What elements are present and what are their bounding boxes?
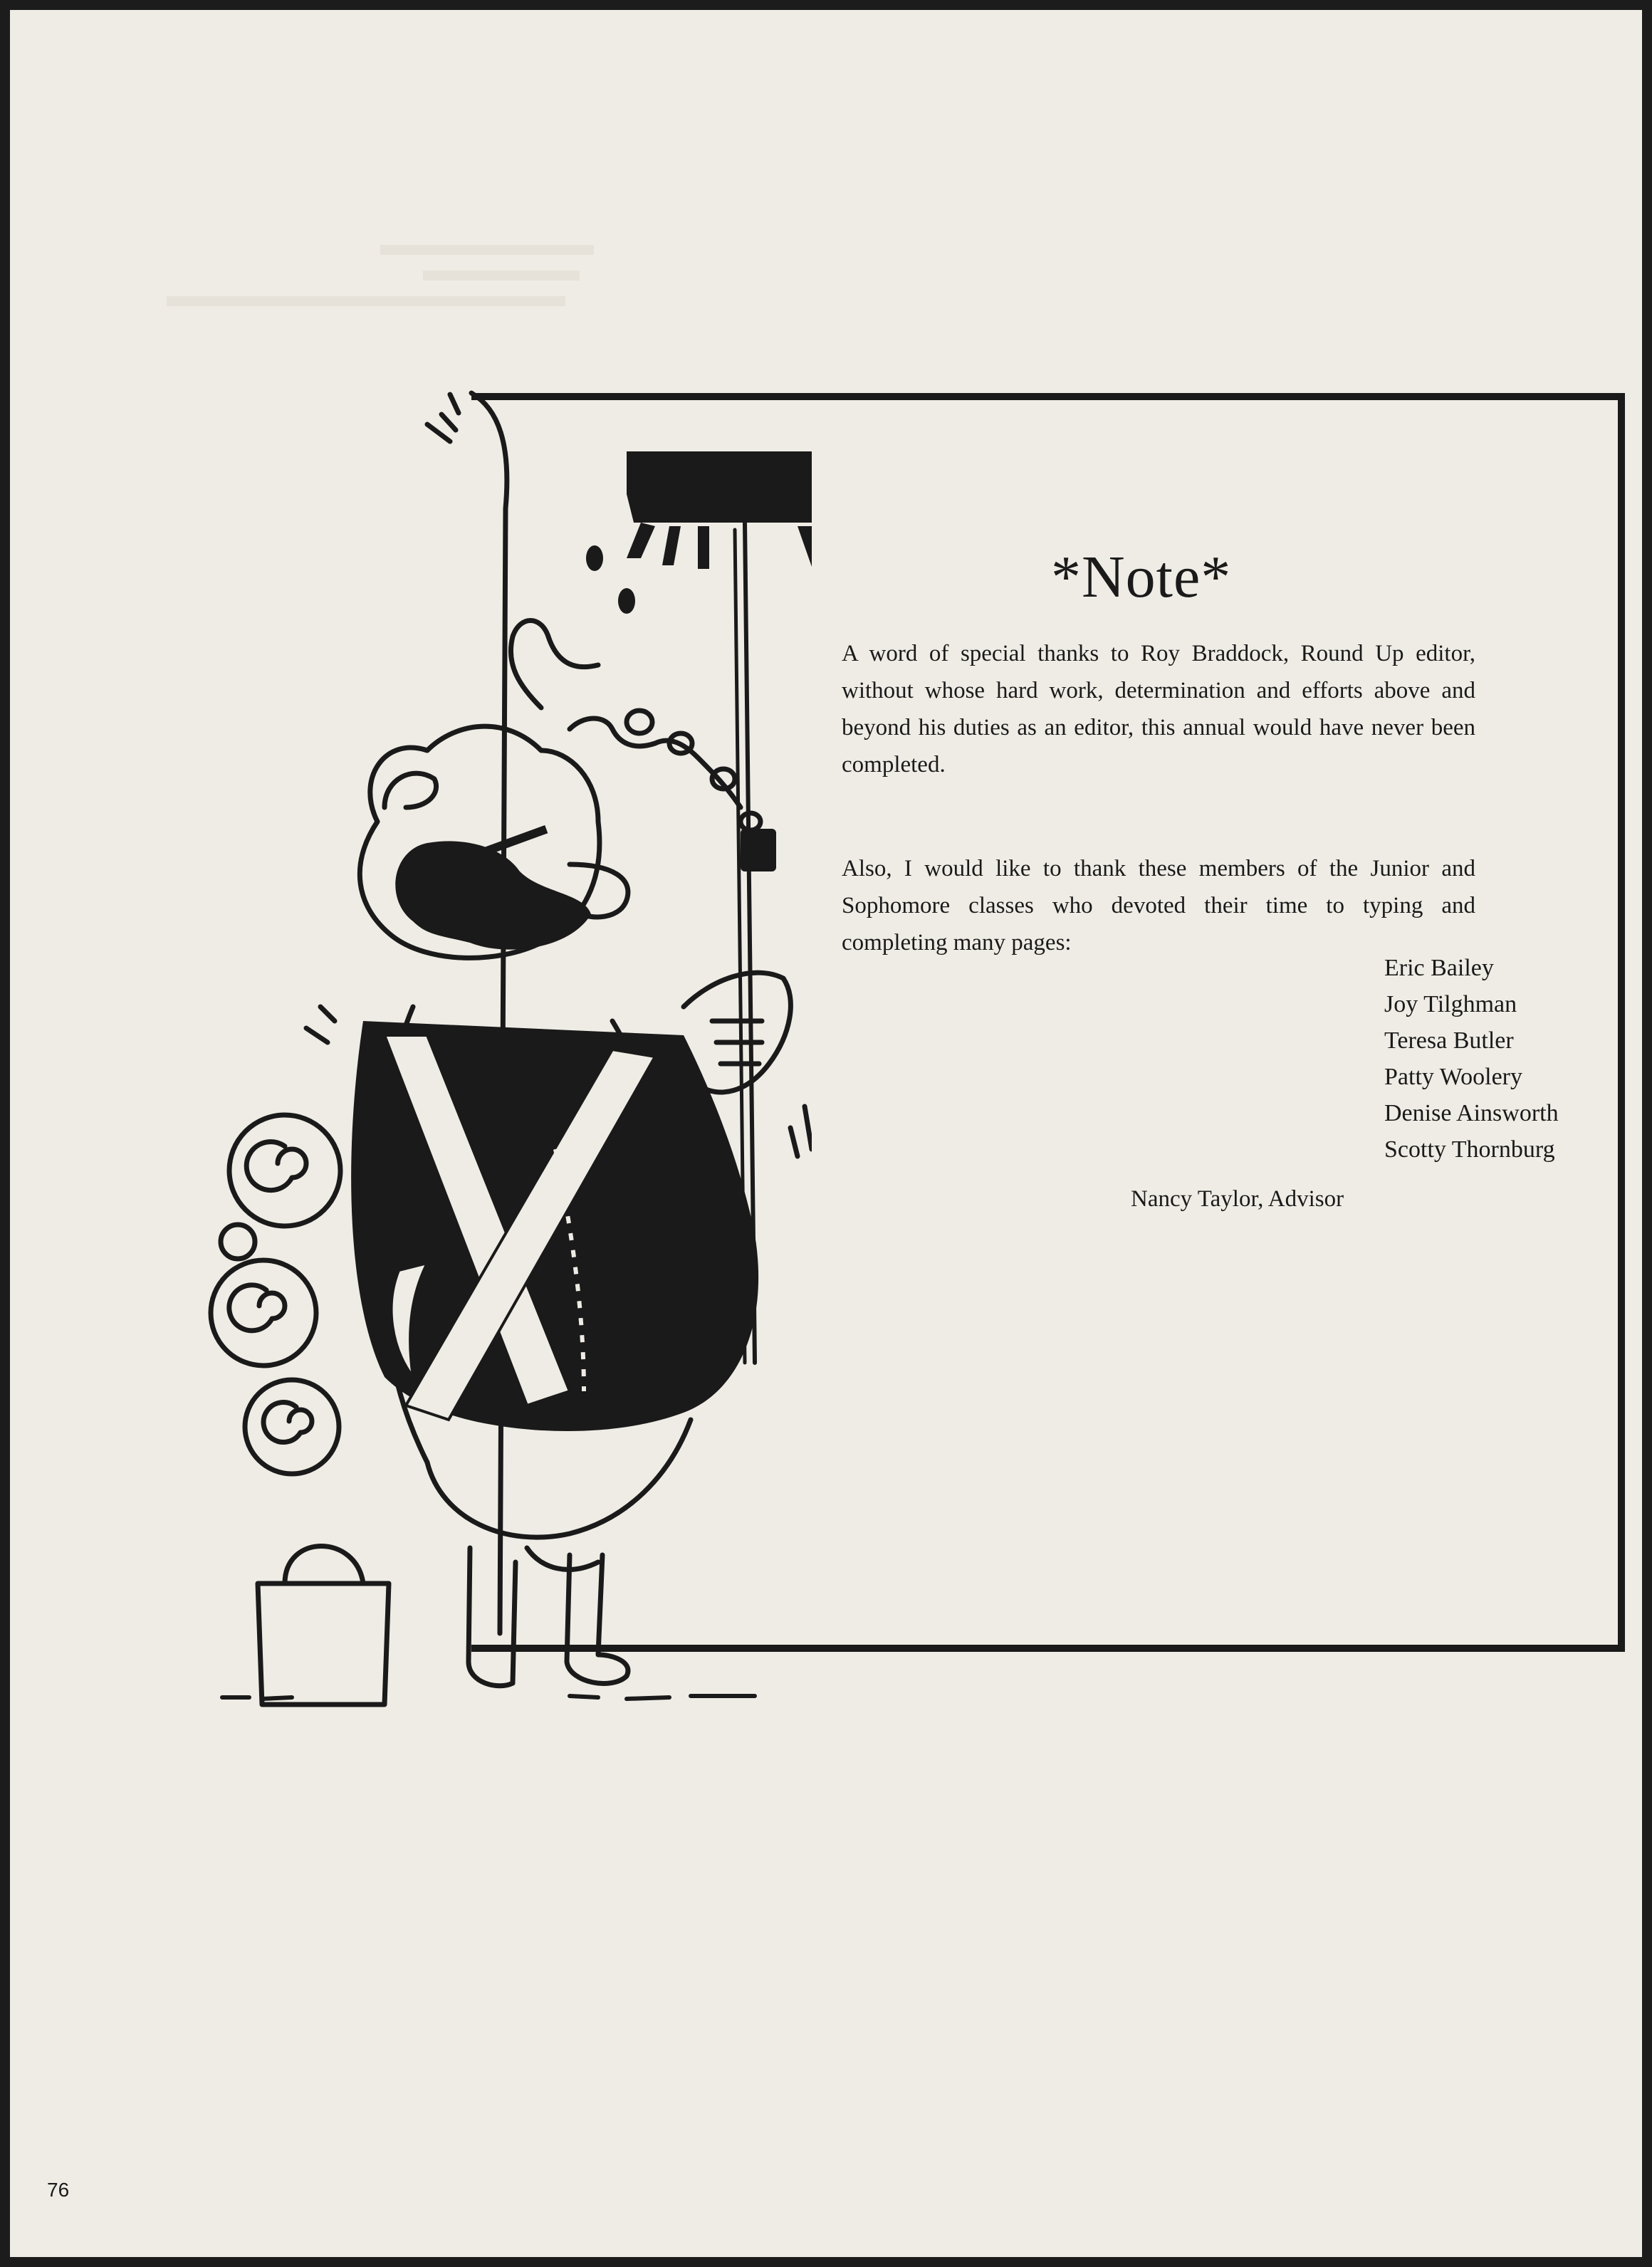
broom-head [627,451,812,494]
bucket [258,1583,389,1705]
hair-curl [511,621,598,708]
show-through-text [380,245,594,306]
name-item: Eric Bailey [1384,955,1494,981]
name-item: Joy Tilghman [1384,991,1517,1017]
ground-line [222,1696,755,1699]
name-item: Teresa Butler [1384,1027,1514,1054]
name-item: Denise Ainsworth [1384,1100,1559,1126]
page-number: 76 [47,2179,70,2201]
mustache [395,841,591,949]
janitor-cartoon-illustration [171,380,812,1769]
name-item: Scotty Thornburg [1384,1136,1555,1163]
right-leg [567,1555,628,1683]
name-item: Patty Woolery [1384,1064,1523,1090]
left-leg [469,1548,516,1686]
members-paragraph: Also, I would like to thank these members of the Junior and Sophomore classes who devoted their time to typing and completing many pages: [842,856,1475,956]
yearbook-page [10,10,1642,2257]
advisor-signature: Nancy Taylor, Advisor [1131,1186,1344,1212]
door-frame-line [471,393,507,1633]
thanks-paragraph: A word of special thanks to Roy Braddock, Round Up editor, without whose hard work, determination and efforts above and beyond his duties as an editor, this annual would have never been completed. [842,641,1475,778]
pants [427,1420,691,1537]
names-list [1384,950,1559,1168]
note-title: *Note* [1051,544,1232,610]
